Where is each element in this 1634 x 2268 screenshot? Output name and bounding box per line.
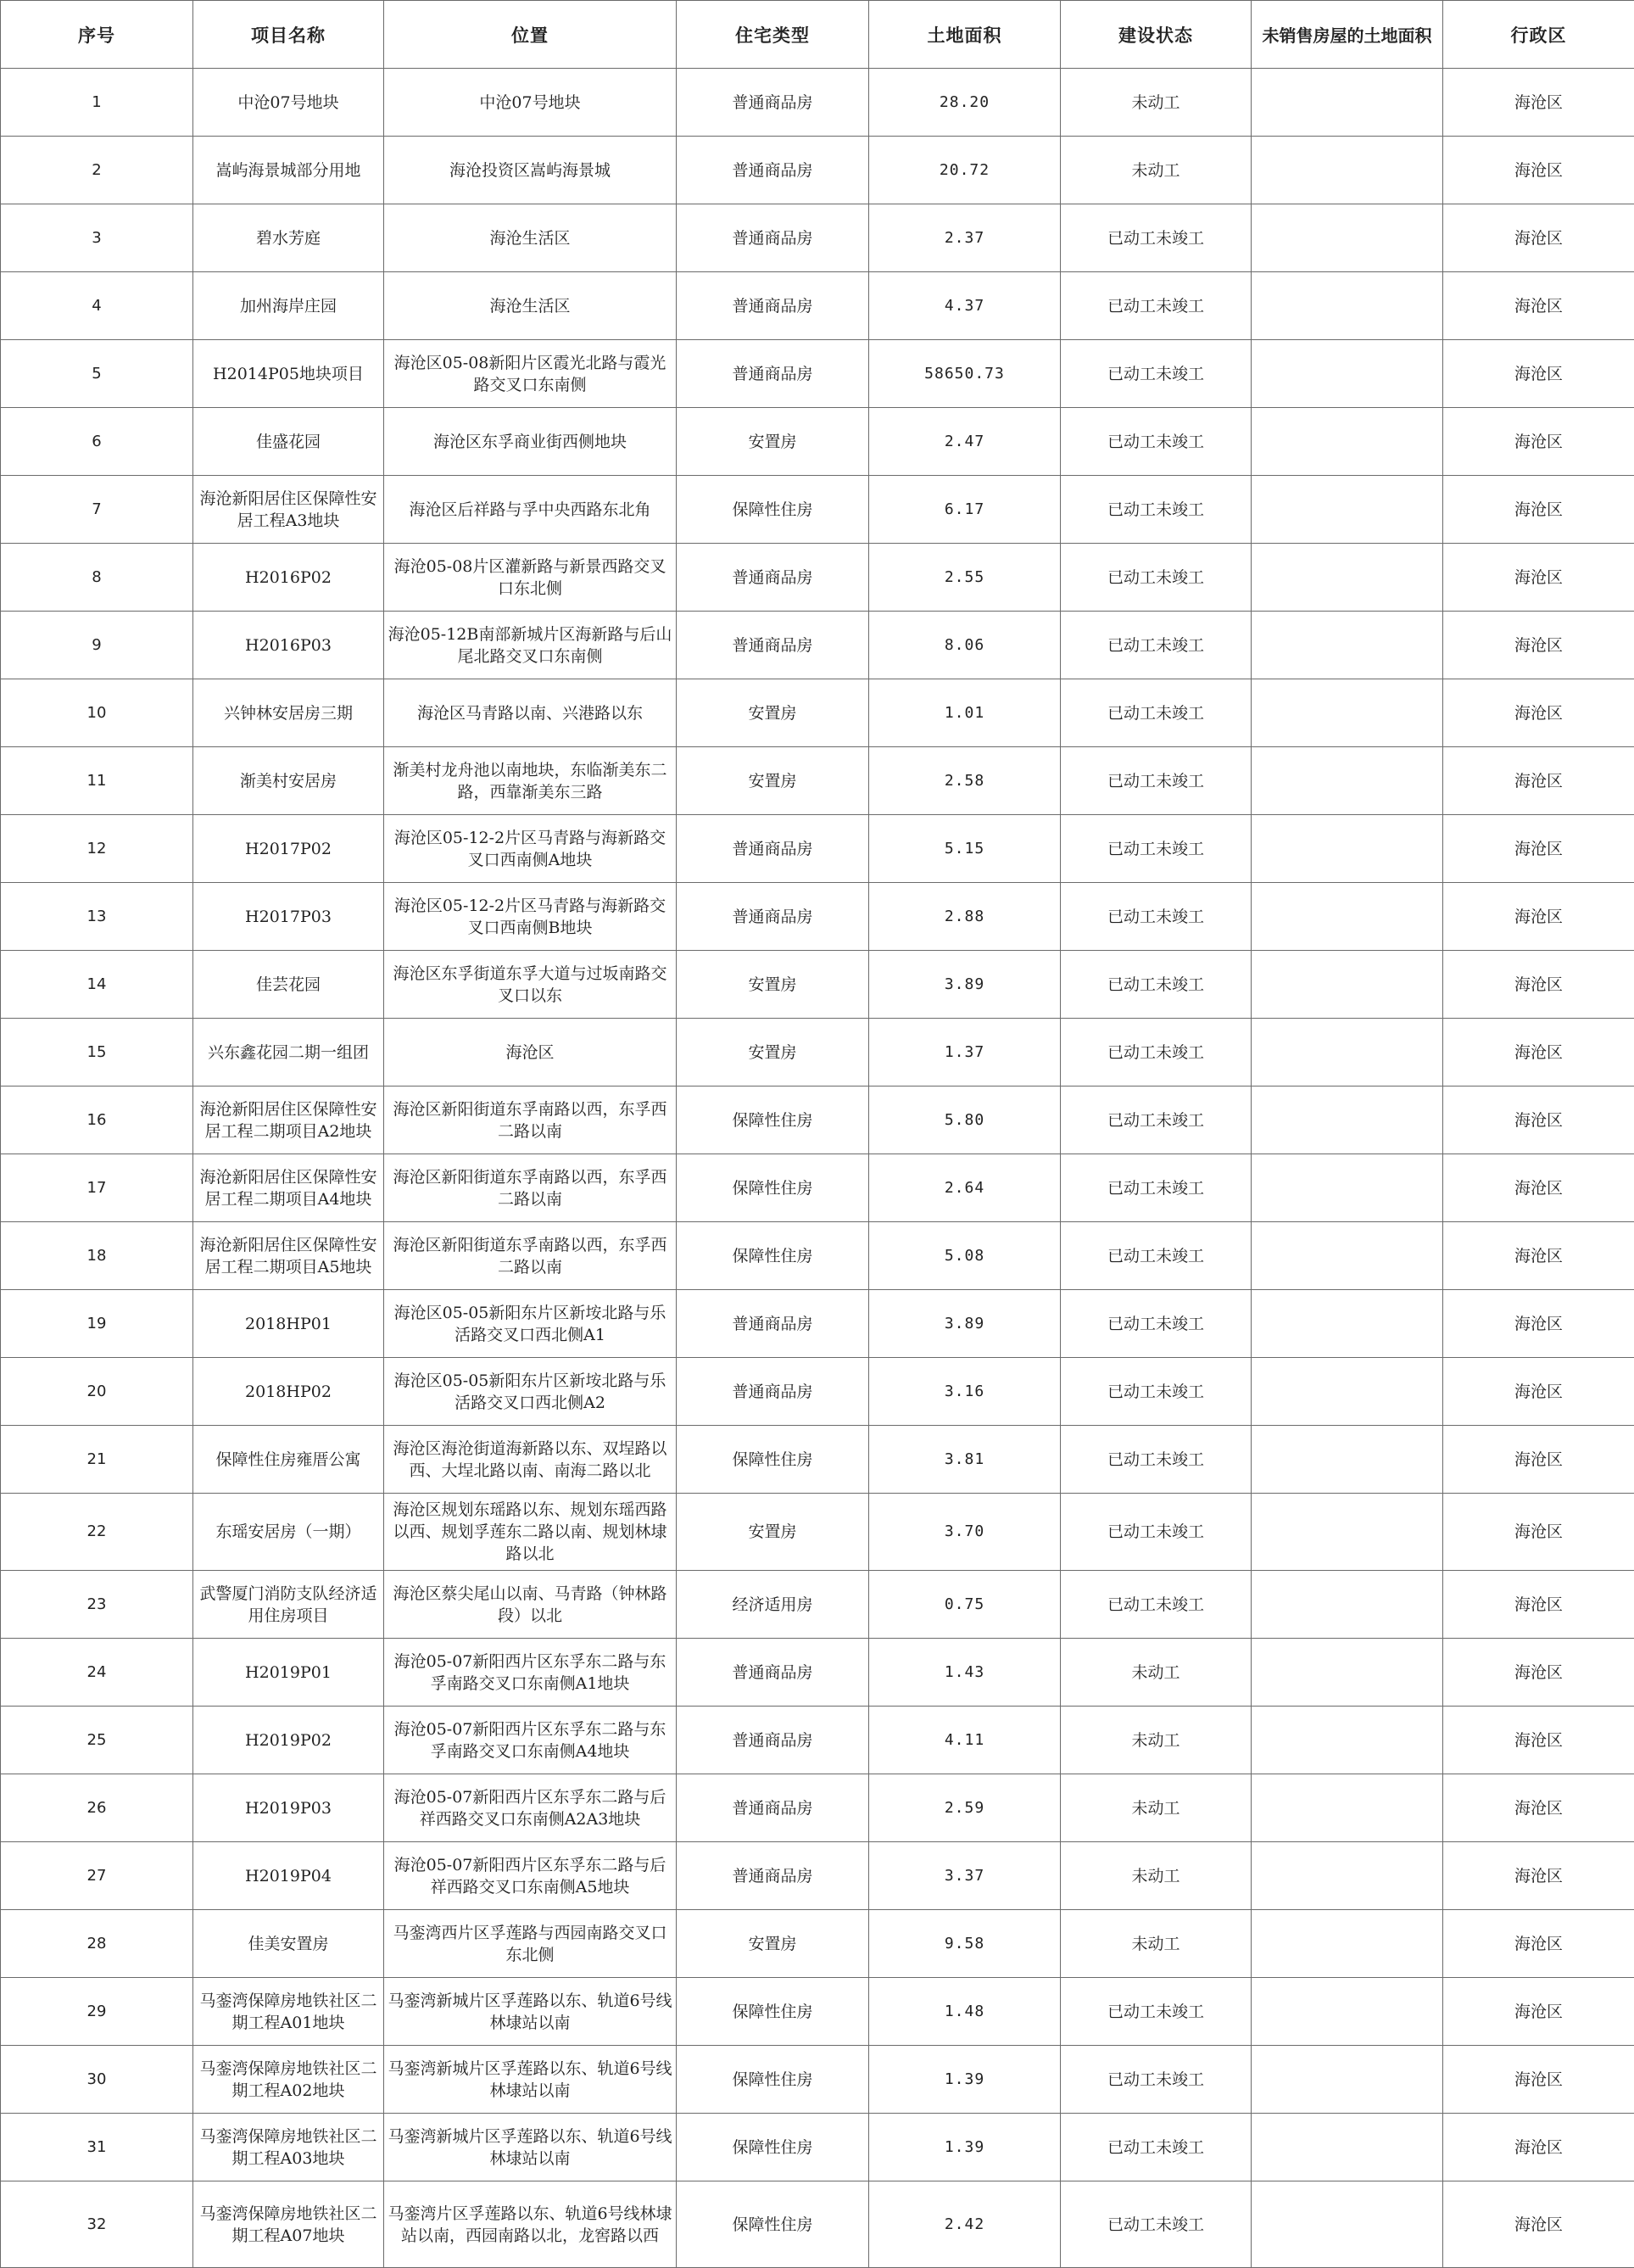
table-row [1, 137, 1634, 204]
cell-housing-type: 普通商品房 [677, 1290, 869, 1358]
cell-unsold-land-area [1252, 2046, 1443, 2114]
cell-construction-status: 已动工未竣工 [1061, 679, 1252, 747]
cell-land-area: 3.89 [869, 1290, 1061, 1358]
cell-seq: 14 [1, 951, 193, 1019]
cell-district: 海沧区 [1443, 340, 1634, 408]
cell-seq: 28 [1, 1910, 193, 1978]
cell-land-area: 2.88 [869, 883, 1061, 951]
cell-district: 海沧区 [1443, 1019, 1634, 1087]
cell-seq: 3 [1, 204, 193, 272]
cell-construction-status: 已动工未竣工 [1061, 2181, 1252, 2268]
cell-seq: 22 [1, 1494, 193, 1571]
cell-seq: 7 [1, 476, 193, 544]
cell-housing-type: 普通商品房 [677, 204, 869, 272]
cell-seq: 4 [1, 272, 193, 340]
cell-construction-status: 已动工未竣工 [1061, 1087, 1252, 1154]
table-row [1, 1154, 1634, 1222]
cell-housing-type: 普通商品房 [677, 1358, 869, 1426]
cell-housing-type: 普通商品房 [677, 1842, 869, 1910]
cell-unsold-land-area [1252, 1426, 1443, 1494]
cell-location: 马銮湾片区孚莲路以东、轨道6号线林埭站以南，西园南路以北，龙窖路以西 [384, 2181, 677, 2268]
cell-land-area: 4.37 [869, 272, 1061, 340]
cell-seq: 21 [1, 1426, 193, 1494]
cell-land-area: 1.43 [869, 1639, 1061, 1707]
cell-construction-status: 已动工未竣工 [1061, 1978, 1252, 2046]
cell-land-area: 20.72 [869, 137, 1061, 204]
cell-unsold-land-area [1252, 1019, 1443, 1087]
cell-district: 海沧区 [1443, 204, 1634, 272]
cell-district: 海沧区 [1443, 679, 1634, 747]
cell-district: 海沧区 [1443, 1842, 1634, 1910]
cell-construction-status: 未动工 [1061, 1774, 1252, 1842]
cell-project-name: 兴钟林安居房三期 [193, 679, 384, 747]
table-row [1, 340, 1634, 408]
table-row [1, 1842, 1634, 1910]
cell-seq: 15 [1, 1019, 193, 1087]
header-construction-status: 建设状态 [1061, 1, 1252, 69]
cell-land-area: 1.01 [869, 679, 1061, 747]
cell-construction-status: 已动工未竣工 [1061, 1426, 1252, 1494]
table-row [1, 204, 1634, 272]
table-row [1, 747, 1634, 815]
cell-land-area: 3.37 [869, 1842, 1061, 1910]
cell-construction-status: 已动工未竣工 [1061, 408, 1252, 476]
cell-housing-type: 普通商品房 [677, 544, 869, 612]
cell-land-area: 1.39 [869, 2046, 1061, 2114]
cell-location: 海沧区新阳街道东孚南路以西，东孚西二路以南 [384, 1087, 677, 1154]
cell-unsold-land-area [1252, 69, 1443, 137]
cell-unsold-land-area [1252, 2181, 1443, 2268]
cell-seq: 30 [1, 2046, 193, 2114]
cell-land-area: 2.42 [869, 2181, 1061, 2268]
cell-project-name: 加州海岸庄园 [193, 272, 384, 340]
cell-location: 海沧05-12B南部新城片区海新路与后山尾北路交叉口东南侧 [384, 612, 677, 679]
cell-land-area: 3.81 [869, 1426, 1061, 1494]
cell-unsold-land-area [1252, 679, 1443, 747]
cell-location: 海沧05-07新阳西片区东孚东二路与后祥西路交叉口东南侧A2A3地块 [384, 1774, 677, 1842]
cell-housing-type: 安置房 [677, 951, 869, 1019]
cell-housing-type: 普通商品房 [677, 1774, 869, 1842]
cell-district: 海沧区 [1443, 408, 1634, 476]
cell-project-name: 海沧新阳居住区保障性安居工程A3地块 [193, 476, 384, 544]
header-district: 行政区 [1443, 1, 1634, 69]
cell-project-name: H2019P01 [193, 1639, 384, 1707]
cell-seq: 2 [1, 137, 193, 204]
cell-land-area: 2.55 [869, 544, 1061, 612]
cell-seq: 17 [1, 1154, 193, 1222]
cell-district: 海沧区 [1443, 272, 1634, 340]
cell-district: 海沧区 [1443, 476, 1634, 544]
cell-district: 海沧区 [1443, 1978, 1634, 2046]
cell-land-area: 3.70 [869, 1494, 1061, 1571]
cell-seq: 25 [1, 1707, 193, 1774]
header-seq: 序号 [1, 1, 193, 69]
cell-construction-status: 已动工未竣工 [1061, 476, 1252, 544]
cell-seq: 9 [1, 612, 193, 679]
cell-location: 海沧区海沧街道海新路以东、双埕路以西、大埕北路以南、南海二路以北 [384, 1426, 677, 1494]
cell-housing-type: 普通商品房 [677, 69, 869, 137]
table-row [1, 1087, 1634, 1154]
cell-housing-type: 保障性住房 [677, 1426, 869, 1494]
table-row [1, 1222, 1634, 1290]
cell-housing-type: 普通商品房 [677, 137, 869, 204]
cell-district: 海沧区 [1443, 1290, 1634, 1358]
cell-district: 海沧区 [1443, 1222, 1634, 1290]
cell-unsold-land-area [1252, 1087, 1443, 1154]
cell-unsold-land-area [1252, 1639, 1443, 1707]
cell-unsold-land-area [1252, 815, 1443, 883]
cell-housing-type: 普通商品房 [677, 815, 869, 883]
cell-housing-type: 安置房 [677, 1910, 869, 1978]
cell-seq: 6 [1, 408, 193, 476]
cell-housing-type: 保障性住房 [677, 1087, 869, 1154]
cell-project-name: 碧水芳庭 [193, 204, 384, 272]
table-row [1, 1639, 1634, 1707]
cell-land-area: 0.75 [869, 1571, 1061, 1639]
cell-land-area: 1.39 [869, 2114, 1061, 2181]
cell-district: 海沧区 [1443, 69, 1634, 137]
cell-unsold-land-area [1252, 951, 1443, 1019]
cell-location: 海沧区规划东瑶路以东、规划东瑶西路以西、规划孚莲东二路以南、规划林埭路以北 [384, 1494, 677, 1571]
cell-land-area: 6.17 [869, 476, 1061, 544]
cell-construction-status: 未动工 [1061, 1639, 1252, 1707]
cell-project-name: 保障性住房雍厝公寓 [193, 1426, 384, 1494]
cell-district: 海沧区 [1443, 1910, 1634, 1978]
cell-land-area: 5.80 [869, 1087, 1061, 1154]
cell-land-area: 9.58 [869, 1910, 1061, 1978]
cell-seq: 12 [1, 815, 193, 883]
cell-project-name: 2018HP01 [193, 1290, 384, 1358]
cell-land-area: 1.37 [869, 1019, 1061, 1087]
cell-housing-type: 普通商品房 [677, 1639, 869, 1707]
cell-location: 海沧生活区 [384, 272, 677, 340]
cell-land-area: 1.48 [869, 1978, 1061, 2046]
cell-housing-type: 普通商品房 [677, 1707, 869, 1774]
cell-location: 海沧05-07新阳西片区东孚东二路与东孚南路交叉口东南侧A1地块 [384, 1639, 677, 1707]
cell-housing-type: 保障性住房 [677, 1154, 869, 1222]
table-row [1, 1978, 1634, 2046]
cell-unsold-land-area [1252, 1571, 1443, 1639]
cell-project-name: 东瑶安居房（一期） [193, 1494, 384, 1571]
cell-unsold-land-area [1252, 747, 1443, 815]
cell-project-name: 中沧07号地块 [193, 69, 384, 137]
table-row [1, 476, 1634, 544]
cell-seq: 27 [1, 1842, 193, 1910]
cell-construction-status: 已动工未竣工 [1061, 747, 1252, 815]
cell-construction-status: 已动工未竣工 [1061, 1019, 1252, 1087]
table-row [1, 679, 1634, 747]
cell-land-area: 4.11 [869, 1707, 1061, 1774]
cell-construction-status: 已动工未竣工 [1061, 204, 1252, 272]
cell-project-name: H2016P03 [193, 612, 384, 679]
cell-district: 海沧区 [1443, 2181, 1634, 2268]
cell-unsold-land-area [1252, 340, 1443, 408]
cell-construction-status: 已动工未竣工 [1061, 951, 1252, 1019]
cell-unsold-land-area [1252, 1154, 1443, 1222]
cell-seq: 23 [1, 1571, 193, 1639]
cell-location: 马銮湾新城片区孚莲路以东、轨道6号线林埭站以南 [384, 2114, 677, 2181]
cell-land-area: 2.37 [869, 204, 1061, 272]
cell-district: 海沧区 [1443, 1087, 1634, 1154]
cell-seq: 24 [1, 1639, 193, 1707]
cell-location: 海沧05-08片区灌新路与新景西路交叉口东北侧 [384, 544, 677, 612]
table-row [1, 1290, 1634, 1358]
cell-district: 海沧区 [1443, 137, 1634, 204]
cell-seq: 10 [1, 679, 193, 747]
cell-location: 海沧生活区 [384, 204, 677, 272]
table-row [1, 1358, 1634, 1426]
cell-district: 海沧区 [1443, 747, 1634, 815]
cell-seq: 32 [1, 2181, 193, 2268]
cell-location: 海沧05-07新阳西片区东孚东二路与东孚南路交叉口东南侧A4地块 [384, 1707, 677, 1774]
table-row [1, 1494, 1634, 1571]
header-project-name: 项目名称 [193, 1, 384, 69]
cell-project-name: 马銮湾保障房地铁社区二期工程A01地块 [193, 1978, 384, 2046]
cell-land-area: 2.64 [869, 1154, 1061, 1222]
cell-location: 马銮湾西片区孚莲路与西园南路交叉口东北侧 [384, 1910, 677, 1978]
cell-land-area: 5.15 [869, 815, 1061, 883]
table-row [1, 1910, 1634, 1978]
cell-unsold-land-area [1252, 137, 1443, 204]
cell-construction-status: 已动工未竣工 [1061, 815, 1252, 883]
cell-location: 马銮湾新城片区孚莲路以东、轨道6号线林埭站以南 [384, 1978, 677, 2046]
table-row [1, 408, 1634, 476]
cell-housing-type: 安置房 [677, 747, 869, 815]
cell-location: 海沧区后祥路与孚中央西路东北角 [384, 476, 677, 544]
cell-land-area: 5.08 [869, 1222, 1061, 1290]
cell-construction-status: 已动工未竣工 [1061, 1494, 1252, 1571]
cell-district: 海沧区 [1443, 1154, 1634, 1222]
table-row [1, 2046, 1634, 2114]
cell-housing-type: 保障性住房 [677, 476, 869, 544]
cell-construction-status: 未动工 [1061, 1910, 1252, 1978]
table-row [1, 1426, 1634, 1494]
cell-housing-type: 经济适用房 [677, 1571, 869, 1639]
cell-seq: 19 [1, 1290, 193, 1358]
cell-construction-status: 未动工 [1061, 69, 1252, 137]
cell-unsold-land-area [1252, 1910, 1443, 1978]
cell-seq: 26 [1, 1774, 193, 1842]
cell-unsold-land-area [1252, 612, 1443, 679]
cell-project-name: 马銮湾保障房地铁社区二期工程A03地块 [193, 2114, 384, 2181]
cell-location: 马銮湾新城片区孚莲路以东、轨道6号线林埭站以南 [384, 2046, 677, 2114]
cell-district: 海沧区 [1443, 1426, 1634, 1494]
cell-construction-status: 已动工未竣工 [1061, 1358, 1252, 1426]
cell-housing-type: 保障性住房 [677, 1978, 869, 2046]
cell-project-name: 马銮湾保障房地铁社区二期工程A02地块 [193, 2046, 384, 2114]
cell-unsold-land-area [1252, 272, 1443, 340]
cell-location: 海沧投资区嵩屿海景城 [384, 137, 677, 204]
cell-unsold-land-area [1252, 883, 1443, 951]
cell-land-area: 2.47 [869, 408, 1061, 476]
cell-land-area: 3.16 [869, 1358, 1061, 1426]
cell-seq: 1 [1, 69, 193, 137]
cell-land-area: 8.06 [869, 612, 1061, 679]
table-row [1, 1707, 1634, 1774]
cell-project-name: H2019P04 [193, 1842, 384, 1910]
cell-location: 海沧区新阳街道东孚南路以西，东孚西二路以南 [384, 1154, 677, 1222]
cell-district: 海沧区 [1443, 883, 1634, 951]
cell-location: 海沧区马青路以南、兴港路以东 [384, 679, 677, 747]
cell-seq: 13 [1, 883, 193, 951]
cell-location: 海沧05-07新阳西片区东孚东二路与后祥西路交叉口东南侧A5地块 [384, 1842, 677, 1910]
cell-construction-status: 已动工未竣工 [1061, 1571, 1252, 1639]
cell-location: 海沧区东孚街道东孚大道与过坂南路交叉口以东 [384, 951, 677, 1019]
cell-project-name: 兴东鑫花园二期一组团 [193, 1019, 384, 1087]
cell-district: 海沧区 [1443, 2046, 1634, 2114]
table-row [1, 1019, 1634, 1087]
cell-location: 海沧区05-12-2片区马青路与海新路交叉口西南侧A地块 [384, 815, 677, 883]
cell-location: 海沧区东孚商业街西侧地块 [384, 408, 677, 476]
cell-location: 海沧区05-05新阳东片区新垵北路与乐活路交叉口西北侧A2 [384, 1358, 677, 1426]
cell-housing-type: 保障性住房 [677, 2046, 869, 2114]
cell-housing-type: 保障性住房 [677, 2181, 869, 2268]
cell-project-name: H2017P02 [193, 815, 384, 883]
cell-land-area: 2.59 [869, 1774, 1061, 1842]
cell-seq: 20 [1, 1358, 193, 1426]
cell-construction-status: 已动工未竣工 [1061, 612, 1252, 679]
cell-unsold-land-area [1252, 1222, 1443, 1290]
table-body [1, 69, 1634, 2268]
cell-unsold-land-area [1252, 2114, 1443, 2181]
cell-housing-type: 普通商品房 [677, 272, 869, 340]
cell-unsold-land-area [1252, 476, 1443, 544]
cell-district: 海沧区 [1443, 544, 1634, 612]
table-row [1, 2181, 1634, 2268]
cell-district: 海沧区 [1443, 1774, 1634, 1842]
cell-construction-status: 未动工 [1061, 1707, 1252, 1774]
table-row [1, 1774, 1634, 1842]
cell-district: 海沧区 [1443, 1358, 1634, 1426]
table-row [1, 2114, 1634, 2181]
cell-construction-status: 已动工未竣工 [1061, 883, 1252, 951]
cell-project-name: H2017P03 [193, 883, 384, 951]
cell-unsold-land-area [1252, 408, 1443, 476]
cell-construction-status: 已动工未竣工 [1061, 2114, 1252, 2181]
header-unsold-land-area: 未销售房屋的土地面积 [1252, 1, 1443, 69]
cell-unsold-land-area [1252, 1494, 1443, 1571]
table-row [1, 1571, 1634, 1639]
cell-housing-type: 安置房 [677, 679, 869, 747]
cell-project-name: 海沧新阳居住区保障性安居工程二期项目A5地块 [193, 1222, 384, 1290]
cell-district: 海沧区 [1443, 2114, 1634, 2181]
cell-land-area: 2.58 [869, 747, 1061, 815]
cell-project-name: 2018HP02 [193, 1358, 384, 1426]
cell-housing-type: 普通商品房 [677, 883, 869, 951]
cell-unsold-land-area [1252, 1842, 1443, 1910]
header-location: 位置 [384, 1, 677, 69]
cell-construction-status: 已动工未竣工 [1061, 2046, 1252, 2114]
cell-seq: 5 [1, 340, 193, 408]
cell-unsold-land-area [1252, 1774, 1443, 1842]
cell-seq: 8 [1, 544, 193, 612]
cell-construction-status: 未动工 [1061, 137, 1252, 204]
cell-location: 渐美村龙舟池以南地块，东临渐美东二路，西靠渐美东三路 [384, 747, 677, 815]
cell-construction-status: 已动工未竣工 [1061, 544, 1252, 612]
cell-construction-status: 已动工未竣工 [1061, 340, 1252, 408]
cell-location: 海沧区 [384, 1019, 677, 1087]
cell-housing-type: 保障性住房 [677, 1222, 869, 1290]
header-housing-type: 住宅类型 [677, 1, 869, 69]
cell-project-name: H2016P02 [193, 544, 384, 612]
cell-district: 海沧区 [1443, 951, 1634, 1019]
cell-construction-status: 已动工未竣工 [1061, 1290, 1252, 1358]
cell-seq: 18 [1, 1222, 193, 1290]
cell-project-name: H2019P03 [193, 1774, 384, 1842]
cell-housing-type: 保障性住房 [677, 2114, 869, 2181]
table-row [1, 883, 1634, 951]
cell-district: 海沧区 [1443, 1571, 1634, 1639]
cell-district: 海沧区 [1443, 1707, 1634, 1774]
cell-construction-status: 未动工 [1061, 1842, 1252, 1910]
cell-housing-type: 安置房 [677, 1494, 869, 1571]
cell-project-name: 海沧新阳居住区保障性安居工程二期项目A4地块 [193, 1154, 384, 1222]
table-row [1, 272, 1634, 340]
cell-district: 海沧区 [1443, 815, 1634, 883]
cell-seq: 11 [1, 747, 193, 815]
cell-construction-status: 已动工未竣工 [1061, 1222, 1252, 1290]
table-row [1, 815, 1634, 883]
cell-location: 海沧区新阳街道东孚南路以西，东孚西二路以南 [384, 1222, 677, 1290]
table-row [1, 951, 1634, 1019]
cell-project-name: 嵩屿海景城部分用地 [193, 137, 384, 204]
cell-construction-status: 已动工未竣工 [1061, 1154, 1252, 1222]
cell-project-name: 佳美安置房 [193, 1910, 384, 1978]
cell-unsold-land-area [1252, 204, 1443, 272]
cell-location: 海沧区05-05新阳东片区新垵北路与乐活路交叉口西北侧A1 [384, 1290, 677, 1358]
cell-housing-type: 普通商品房 [677, 340, 869, 408]
cell-project-name: 渐美村安居房 [193, 747, 384, 815]
cell-district: 海沧区 [1443, 1639, 1634, 1707]
cell-unsold-land-area [1252, 544, 1443, 612]
cell-unsold-land-area [1252, 1358, 1443, 1426]
cell-seq: 16 [1, 1087, 193, 1154]
cell-project-name: H2019P02 [193, 1707, 384, 1774]
cell-location: 海沧区05-08新阳片区霞光北路与霞光路交叉口东南侧 [384, 340, 677, 408]
header-row [1, 1, 1634, 69]
cell-location: 海沧区蔡尖尾山以南、马青路（钟林路段）以北 [384, 1571, 677, 1639]
table-row [1, 612, 1634, 679]
cell-unsold-land-area [1252, 1707, 1443, 1774]
cell-land-area: 58650.73 [869, 340, 1061, 408]
cell-project-name: 海沧新阳居住区保障性安居工程二期项目A2地块 [193, 1087, 384, 1154]
cell-district: 海沧区 [1443, 612, 1634, 679]
cell-housing-type: 安置房 [677, 408, 869, 476]
cell-seq: 31 [1, 2114, 193, 2181]
cell-unsold-land-area [1252, 1978, 1443, 2046]
cell-seq: 29 [1, 1978, 193, 2046]
cell-project-name: 马銮湾保障房地铁社区二期工程A07地块 [193, 2181, 384, 2268]
cell-housing-type: 安置房 [677, 1019, 869, 1087]
table-row [1, 69, 1634, 137]
cell-land-area: 28.20 [869, 69, 1061, 137]
header-land-area: 土地面积 [869, 1, 1061, 69]
cell-housing-type: 普通商品房 [677, 612, 869, 679]
cell-construction-status: 已动工未竣工 [1061, 272, 1252, 340]
cell-district: 海沧区 [1443, 1494, 1634, 1571]
cell-land-area: 3.89 [869, 951, 1061, 1019]
cell-project-name: 佳盛花园 [193, 408, 384, 476]
cell-project-name: 武警厦门消防支队经济适用住房项目 [193, 1571, 384, 1639]
cell-project-name: H2014P05地块项目 [193, 340, 384, 408]
cell-location: 中沧07号地块 [384, 69, 677, 137]
cell-location: 海沧区05-12-2片区马青路与海新路交叉口西南侧B地块 [384, 883, 677, 951]
table-row [1, 544, 1634, 612]
cell-unsold-land-area [1252, 1290, 1443, 1358]
cell-project-name: 佳芸花园 [193, 951, 384, 1019]
